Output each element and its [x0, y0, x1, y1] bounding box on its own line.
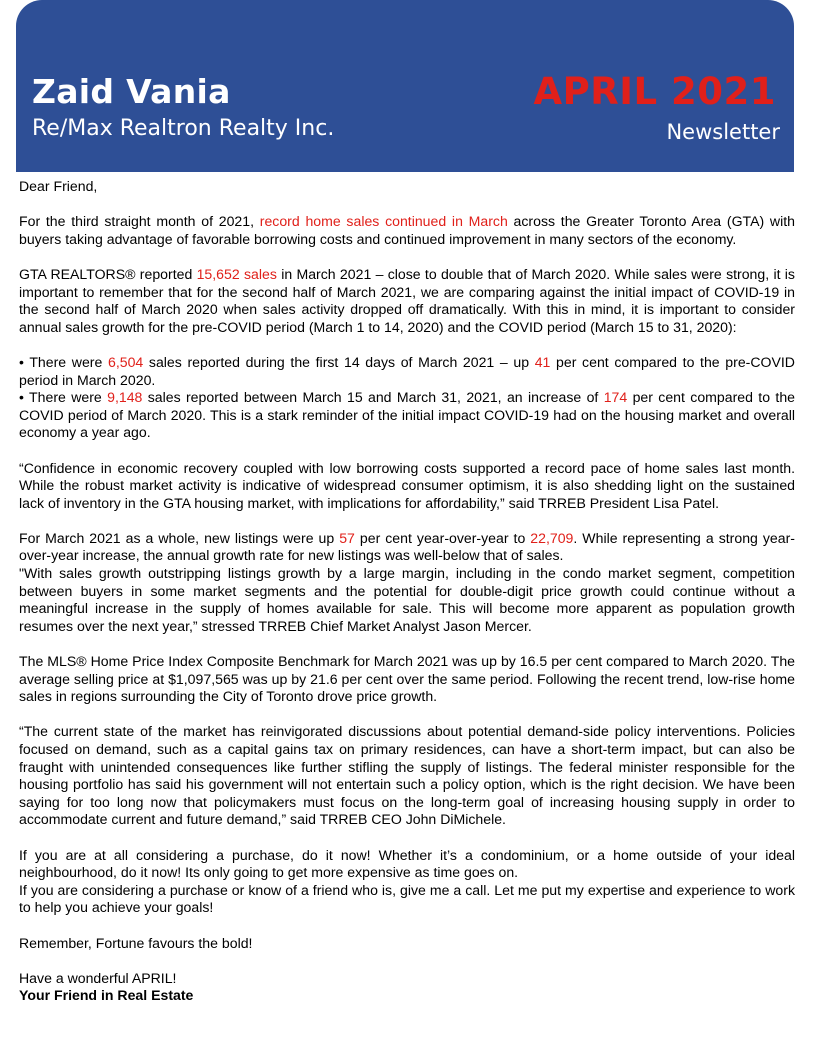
- highlight-number: 22,709: [530, 529, 574, 546]
- closing-line: Have a wonderful APRIL!: [19, 969, 177, 986]
- bullet-covid: • There were 9,148 sales reported between March 15 and March 31, 2021, an increase of 174 per cent compared to the COVID period of March 2020. This is a stark reminder of the initial impact COVID-19 had on the housing market and overall economy a year ago.: [19, 389, 796, 441]
- highlight-number: 41: [534, 353, 551, 370]
- paragraph-call-to-action: If you are at all considering a purchase, do it now! Whether it’s a condominium, or a home outside of your ideal neighbourhood, do it now! Its only going to get more expensive as time goes on.: [19, 846, 795, 881]
- issue-subtitle: Newsletter: [666, 120, 780, 144]
- greeting: Dear Friend,: [19, 178, 98, 194]
- paragraph-ceo-quote: “The current state of the market has reinvigorated discussions about potential demand-side policy interventions. Policies focused on demand, such as a capital gains tax on primary residences, can have a short-term impact, but can also be fraught with unintended consequences like further stifling the supply of listings. The federal minister responsible for the housing portfolio has said his government will not entertain such a policy option, which is the right decision. We have been saying for too long now that policymakers must focus on the long-term goal of increasing housing supply in order to accommodate current and future demand,” said TRREB CEO John DiMichele.: [19, 723, 795, 828]
- highlight-number: 57: [339, 529, 355, 546]
- bullet-pre-covid: • There were 6,504 sales reported during the first 14 days of March 2021 – up 41 per cent compared to the pre-COVID period in March 2020.: [19, 353, 795, 388]
- brokerage-name: Re/Max Realtron Realty Inc.: [32, 116, 335, 141]
- highlight-sales-count: 15,652 sales: [196, 265, 277, 282]
- highlight-number: 174: [603, 389, 628, 406]
- issue-title: APRIL 2021: [533, 70, 776, 113]
- paragraph-sales-intro: For the third straight month of 2021, record home sales continued in March across the Greater Toronto Area (GTA) with buyers taking advantage of favorable borrowing costs and continued improvement in many sectors of the economy.: [19, 213, 795, 247]
- highlight-number: 9,148: [107, 389, 143, 406]
- letter-body: [19, 178, 795, 1005]
- newsletter-header: [16, 0, 794, 172]
- paragraph-contact: If you are considering a purchase or know of a friend who is, give me a call. Let me put my expertise and experience to work to help you achieve your goals!: [19, 881, 795, 916]
- paragraph-motto: Remember, Fortune favours the bold!: [19, 934, 253, 951]
- highlight-record-sales: record home sales continued in March: [259, 213, 508, 230]
- paragraph-sales-figures: GTA REALTORS® reported 15,652 sales in March 2021 – close to double that of March 2020. While sales were strong, it is important to remember that for the second half of March 2021, we are comparing against the initial impact of COVID-19 in the second half of March 2020 when sales activity dropped off dramatically. With this in mind, it is important to consider annual sales growth for the pre-COVID period (March 1 to 14, 2020) and the COVID period (March 15 to 31, 2020):: [19, 265, 795, 335]
- paragraph-analyst-quote: "With sales growth outstripping listings growth by a large margin, including in the condo market segment, competition between buyers in some market segments and the potential for double-digit price growth could continue without a meaningful increase in the supply of homes available for sale. This will become more apparent as population growth resumes over the next year,” stressed TRREB Chief Market Analyst Jason Mercer.: [19, 565, 795, 634]
- paragraph-price-index: The MLS® Home Price Index Composite Benchmark for March 2021 was up by 16.5 per cent compared to March 2020. The average selling price at $1,097,565 was up by 21.6 per cent over the same period. Following the recent trend, low-rise home sales in regions surrounding the City of Toronto drove price growth.: [19, 653, 795, 705]
- agent-name: Zaid Vania: [32, 72, 231, 111]
- highlight-number: 6,504: [107, 353, 144, 370]
- signature: Your Friend in Real Estate: [19, 987, 194, 1004]
- paragraph-new-listings: For March 2021 as a whole, new listings were up 57 per cent year-over-year to 22,709. While representing a strong year-over-year increase, the annual growth rate for new listings was well-below that of sales.: [19, 529, 795, 564]
- paragraph-president-quote: “Confidence in economic recovery coupled with low borrowing costs supported a record pace of home sales last month. While the robust market activity is indicative of widespread consumer optimism, it is also shedding light on the sustained lack of inventory in the GTA housing market, with implications for affordability,” said TRREB President Lisa Patel.: [19, 459, 795, 511]
